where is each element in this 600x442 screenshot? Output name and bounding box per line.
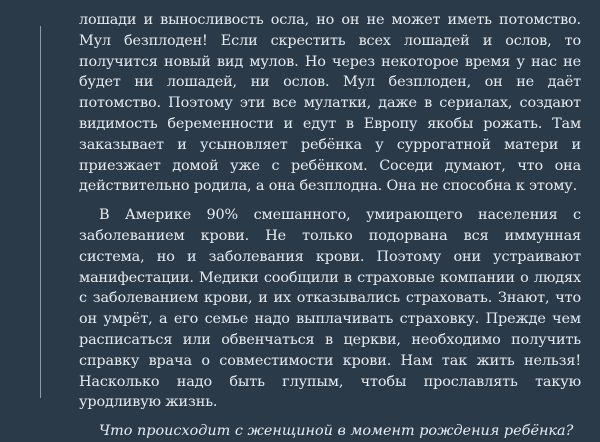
sidebar-divider xyxy=(40,26,41,398)
sidebar-caption xyxy=(0,53,6,425)
page-number xyxy=(0,344,2,366)
question-heading: Что происходит с женщиной в момент рождения ребёнка? xyxy=(99,423,574,440)
page-content xyxy=(79,10,581,442)
paragraph-2: В Америке 90% смешанного, умирающего населения с заболеванием крови. Не только подорвана вся иммунная система, но и заболевания крови. Поэтому они устраивают манифестации. Медики сообщили в страховые компании о людях с заболеванием крови, и их отказывались страховать. Знают, что он умрёт, а его семье надо выплачивать страховку. Прежде чем расписаться или обвенчаться в церкви, необходимо получить справку врача о совместимости крови. Нам так жить нельзя! Насколько надо быть глупым, чтобы прославлять такую уродливую жизнь. xyxy=(79,207,581,411)
page-sidebar xyxy=(0,0,44,423)
paragraph-1: лошади и выносливость осла, но он не может иметь потомство. Мул безплоден! Если скрестить всех лошадей и ослов, то получится новый вид мулов. Но через некоторое время у нас не будет ни лошадей, ни ослов. Мул безплоден, он не даёт потомство. Поэтому эти все мулатки, даже в сериалах, создают видимость беременности и едут в Европу якобы рожать. Там заказывает и усыновляет ребёнка у суррогатной матери и приезжает домой уже с ребёнком. Соседи думают, что она действительно родила, а она безплодна. Она не способна к этому. xyxy=(79,12,581,195)
